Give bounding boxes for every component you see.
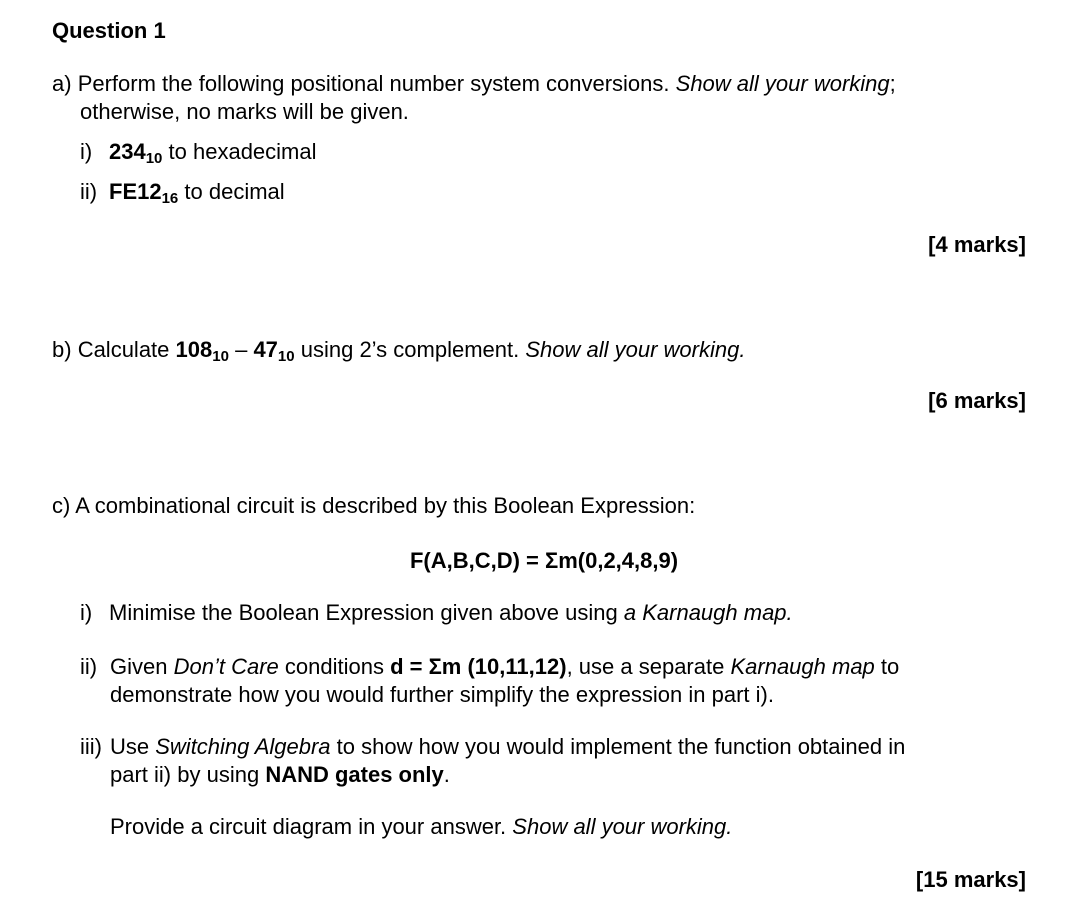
part-c-item-ii-italic-1: Don’t Care [173,654,279,679]
part-a-item-i-value: 234 [109,139,146,164]
part-b-label: b) [52,337,72,362]
part-c-item-i [80,599,793,627]
part-a-intro [52,70,896,98]
part-c-provide [110,813,732,841]
part-c-item-ii-text-2: conditions [284,654,384,679]
part-a-marks: [4 marks] [928,232,1026,257]
part-b-base-1: 10 [212,348,229,365]
part-a-intro-italic: Show all your working [675,71,890,96]
part-c-intro-text: A combinational circuit is described by this Boolean Expression: [75,493,696,518]
part-c-item-iii-italic: Switching Algebra [155,734,331,759]
part-c-item-ii-italic-2: Karnaugh map [730,654,875,679]
part-c-item-ii-bold: d = Σm (10,11,12) [390,654,567,679]
part-b-italic: Show all your working. [525,337,746,362]
part-c-item-iii-num: iii) [80,734,102,759]
part-c-item-ii-line1 [110,653,1026,681]
part-b-base-2: 10 [277,348,295,365]
part-c-provide-italic: Show all your working. [512,814,733,839]
part-c-item-iii-line2 [110,761,450,789]
part-b-text-2: using 2’s complement. [300,337,520,362]
part-c-item-ii-text-4: to [880,654,900,679]
part-c-item-iii-line2-a: part ii) by using [110,762,260,787]
part-c-item-ii-num: ii) [80,654,98,679]
part-c-item-iii-bold: NAND gates only [265,762,444,787]
part-a-item-ii-text: to decimal [184,179,285,204]
part-a-item-ii-num: ii) [80,179,98,204]
part-b-value-2: 47 [253,337,278,362]
part-c-item-i-text: Minimise the Boolean Expression given above using [109,600,618,625]
part-a-item-i [80,138,317,166]
part-b-text [52,336,745,364]
part-c-item-iii-text-1: Use [110,734,150,759]
part-c-marks: [15 marks] [915,867,1026,892]
part-a-item-i-text: to hexadecimal [168,139,317,164]
part-a-item-i-num: i) [80,139,93,164]
part-c-provide-text: Provide a circuit diagram in your answer. [110,814,507,839]
part-c-item-ii-text-3: , use a separate [566,654,725,679]
part-c-item-iii-line1 [110,733,1026,761]
part-c-intro [52,492,695,520]
part-b-minus: – [235,337,248,362]
part-b-marks: [6 marks] [928,388,1026,413]
part-c-item-iii-text-2: to show how you would implement the function obtained in [336,734,906,759]
part-b-value-1: 108 [175,337,213,362]
part-a-label: a) [52,71,72,96]
part-a-intro-semicolon: ; [889,71,896,96]
part-c-item-i-italic: a Karnaugh map. [623,600,793,625]
part-a-item-i-base: 10 [145,150,163,167]
part-c-item-ii-text-1: Given [110,654,168,679]
part-c-item-ii-line2: demonstrate how you would further simplify the expression in part i). [110,682,774,707]
part-a-item-ii-value: FE12 [109,179,162,204]
part-c-label: c) [52,493,71,518]
part-c-item-i-num: i) [80,600,93,625]
part-a-intro-line2: otherwise, no marks will be given. [80,99,409,124]
part-b-text-1: Calculate [77,337,170,362]
part-c-item-iii-line2-b: . [443,762,450,787]
part-a-item-ii-base: 16 [161,190,179,207]
boolean-expression: F(A,B,C,D) = Σm(0,2,4,8,9) [409,548,679,573]
part-a-item-ii [80,178,285,206]
part-a-intro-text: Perform the following positional number system conversions. [77,71,670,96]
question-title: Question 1 [52,18,166,43]
